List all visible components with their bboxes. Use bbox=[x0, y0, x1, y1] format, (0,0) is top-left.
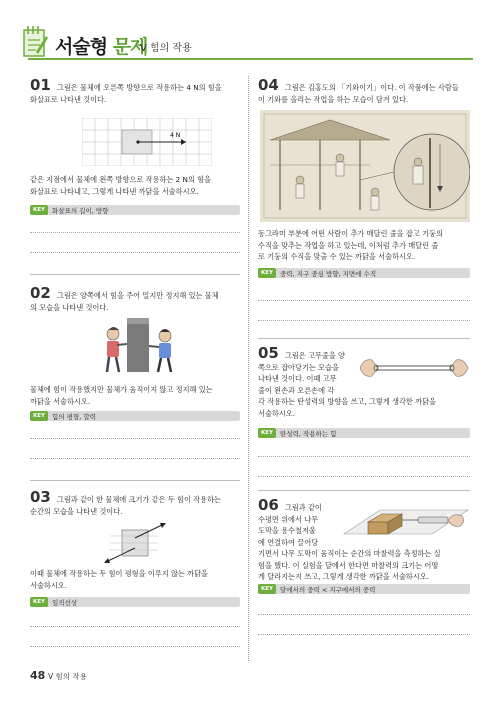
key-hint bbox=[30, 597, 240, 607]
section-label: Ⅴ 힘의 작용 bbox=[140, 43, 192, 54]
question-text: 수직을 맞추는 작업을 하고 있는데, 이처럼 추가 매달린 줄 bbox=[258, 240, 439, 250]
question-01-prompt bbox=[30, 174, 242, 197]
key-badge: KEY bbox=[30, 597, 48, 607]
question-text: 같은 지점에서 물체에 왼쪽 방향으로 작용하는 2 N의 힘을 bbox=[30, 175, 211, 184]
spring-scale bbox=[418, 517, 448, 523]
pushing-figure bbox=[95, 314, 185, 376]
rubber-band-figure bbox=[358, 346, 470, 390]
key-badge: KEY bbox=[258, 584, 276, 594]
question-text: 도막을 용수철저울 bbox=[258, 526, 316, 535]
question-number: 02 bbox=[30, 284, 51, 302]
key-hint bbox=[258, 428, 470, 438]
notebook-icon bbox=[22, 24, 48, 58]
question-separator bbox=[258, 338, 470, 339]
question-04-prompt bbox=[258, 228, 472, 263]
two-forces-figure bbox=[100, 520, 170, 566]
page-number: 48 bbox=[30, 669, 46, 682]
question-text: 까닭을 서술하시오. bbox=[30, 396, 91, 406]
key-badge: KEY bbox=[30, 411, 48, 421]
question-separator bbox=[30, 480, 240, 481]
column-divider bbox=[248, 76, 249, 661]
key-hint bbox=[30, 411, 240, 421]
question-text: 험을 했다. 이 실험을 달에서 한다면 마찰력의 크기는 어떻 bbox=[258, 560, 439, 570]
question-02 bbox=[30, 284, 242, 313]
key-text: 중력, 지구 중심 방향, 지면에 수직 bbox=[280, 269, 377, 278]
question-number: 03 bbox=[30, 488, 51, 506]
answer-line bbox=[258, 634, 470, 635]
question-text: 쪽으로 잡아당기는 모습을 bbox=[258, 362, 339, 372]
question-text: 로 기둥의 수직을 맞출 수 있는 까닭을 서술하시오. bbox=[258, 252, 416, 261]
key-hint bbox=[258, 584, 470, 594]
answer-line bbox=[258, 614, 470, 615]
question-text: 동그라미 부분에 어떤 사람이 추가 매달린 줄을 잡고 기둥의 bbox=[258, 229, 443, 238]
header-rule bbox=[28, 58, 473, 60]
question-text: 그림은 고무줄을 양 bbox=[284, 351, 345, 360]
title-prefix: 서술형 bbox=[55, 36, 108, 58]
question-text: 게 달라지는지 쓰고, 그렇게 생각한 까닭을 서술하시오. bbox=[258, 572, 430, 581]
page-header bbox=[0, 0, 500, 62]
question-text: 그림과 같이 한 물체에 크기가 같은 두 힘이 작용하는 bbox=[56, 495, 221, 504]
force-label: 4 N bbox=[170, 132, 181, 139]
question-text: 이때 물체에 작용하는 두 힘이 평형을 이루지 않는 까닭을 bbox=[30, 569, 208, 578]
question-text: 의 모습을 나타낸 것이다. bbox=[30, 302, 109, 312]
question-text: 순간의 모습을 나타낸 것이다. bbox=[30, 506, 123, 516]
left-hand bbox=[360, 360, 378, 377]
key-badge: KEY bbox=[30, 205, 48, 215]
question-text: 그림은 김홍도의 「기와이기」이다. 이 작품에는 사람들 bbox=[284, 83, 459, 92]
right-hand bbox=[450, 360, 468, 377]
answer-line bbox=[30, 252, 240, 253]
key-badge: KEY bbox=[258, 428, 276, 438]
question-text: 물체에 힘이 작용했지만 물체가 움직이지 않고 정지해 있는 bbox=[30, 385, 213, 394]
key-text: 힘의 평형, 합력 bbox=[52, 412, 96, 421]
question-number: 01 bbox=[30, 76, 51, 94]
question-01 bbox=[30, 76, 242, 105]
key-hint bbox=[258, 268, 470, 278]
spring-scale-figure bbox=[340, 500, 470, 548]
question-number: 06 bbox=[258, 496, 279, 514]
key-badge: KEY bbox=[258, 268, 276, 278]
question-separator bbox=[30, 274, 240, 275]
answer-line bbox=[30, 646, 240, 647]
pushed-object bbox=[127, 318, 149, 372]
key-text: 달에서의 중력 < 지구에서의 중력 bbox=[280, 585, 376, 594]
answer-line bbox=[30, 232, 240, 233]
question-text: 에 연결하여 끌어당 bbox=[258, 537, 319, 547]
question-text: 각 작용하는 탄성력의 방향을 쓰고, 그렇게 생각한 까닭을 bbox=[258, 397, 436, 406]
title-suffix: 문제 bbox=[112, 36, 148, 58]
answer-line bbox=[258, 320, 470, 321]
question-text: 이 기와를 올리는 작업을 하는 모습이 담겨 있다. bbox=[258, 94, 409, 104]
answer-line bbox=[30, 458, 240, 459]
question-text: 화살표로 나타내고, 그렇게 나타낸 까닭을 서술하시오. bbox=[30, 186, 199, 196]
question-02-prompt bbox=[30, 384, 242, 407]
answer-line bbox=[258, 300, 470, 301]
question-text: 나타낸 것이다. 이때 고무 bbox=[258, 374, 337, 383]
key-hint bbox=[30, 205, 240, 215]
key-text: 일직선상 bbox=[52, 598, 78, 607]
painting-figure bbox=[260, 110, 470, 222]
question-number: 04 bbox=[258, 76, 279, 94]
question-text: 줄이 왼손과 오른손에 각 bbox=[258, 385, 335, 395]
page-title bbox=[55, 32, 147, 59]
question-03-prompt bbox=[30, 568, 242, 591]
key-text: 화살표의 길이, 방향 bbox=[52, 206, 109, 215]
question-04 bbox=[258, 76, 472, 105]
question-text: 수평면 위에서 나무 bbox=[258, 514, 319, 524]
answer-line bbox=[30, 626, 240, 627]
answer-line bbox=[258, 476, 470, 477]
answer-line bbox=[30, 438, 240, 439]
question-text: 서술하시오. bbox=[30, 580, 68, 590]
question-number: 05 bbox=[258, 344, 279, 362]
answer-line bbox=[258, 456, 470, 457]
question-text: 기면서 나무 도막이 움직이는 순간의 마찰력을 측정하는 실 bbox=[258, 549, 441, 558]
question-separator bbox=[258, 490, 470, 491]
question-03 bbox=[30, 488, 242, 517]
question-text: 서술하시오. bbox=[258, 408, 296, 418]
footer-section: Ⅴ 힘의 작용 bbox=[48, 672, 87, 681]
question-text: 그림은 물체에 오른쪽 방향으로 작용하는 4 N의 힘을 bbox=[56, 83, 222, 92]
question-text: 그림과 같이 bbox=[284, 503, 322, 512]
zoom-circle bbox=[394, 134, 470, 210]
question-text: 화살표로 나타낸 것이다. bbox=[30, 94, 107, 104]
question-text: 그림은 양쪽에서 힘을 주어 밀지만 정지해 있는 물체 bbox=[56, 291, 219, 300]
key-text: 탄성력, 작용하는 힘 bbox=[280, 429, 337, 438]
force-arrow-grid-figure bbox=[82, 118, 212, 166]
